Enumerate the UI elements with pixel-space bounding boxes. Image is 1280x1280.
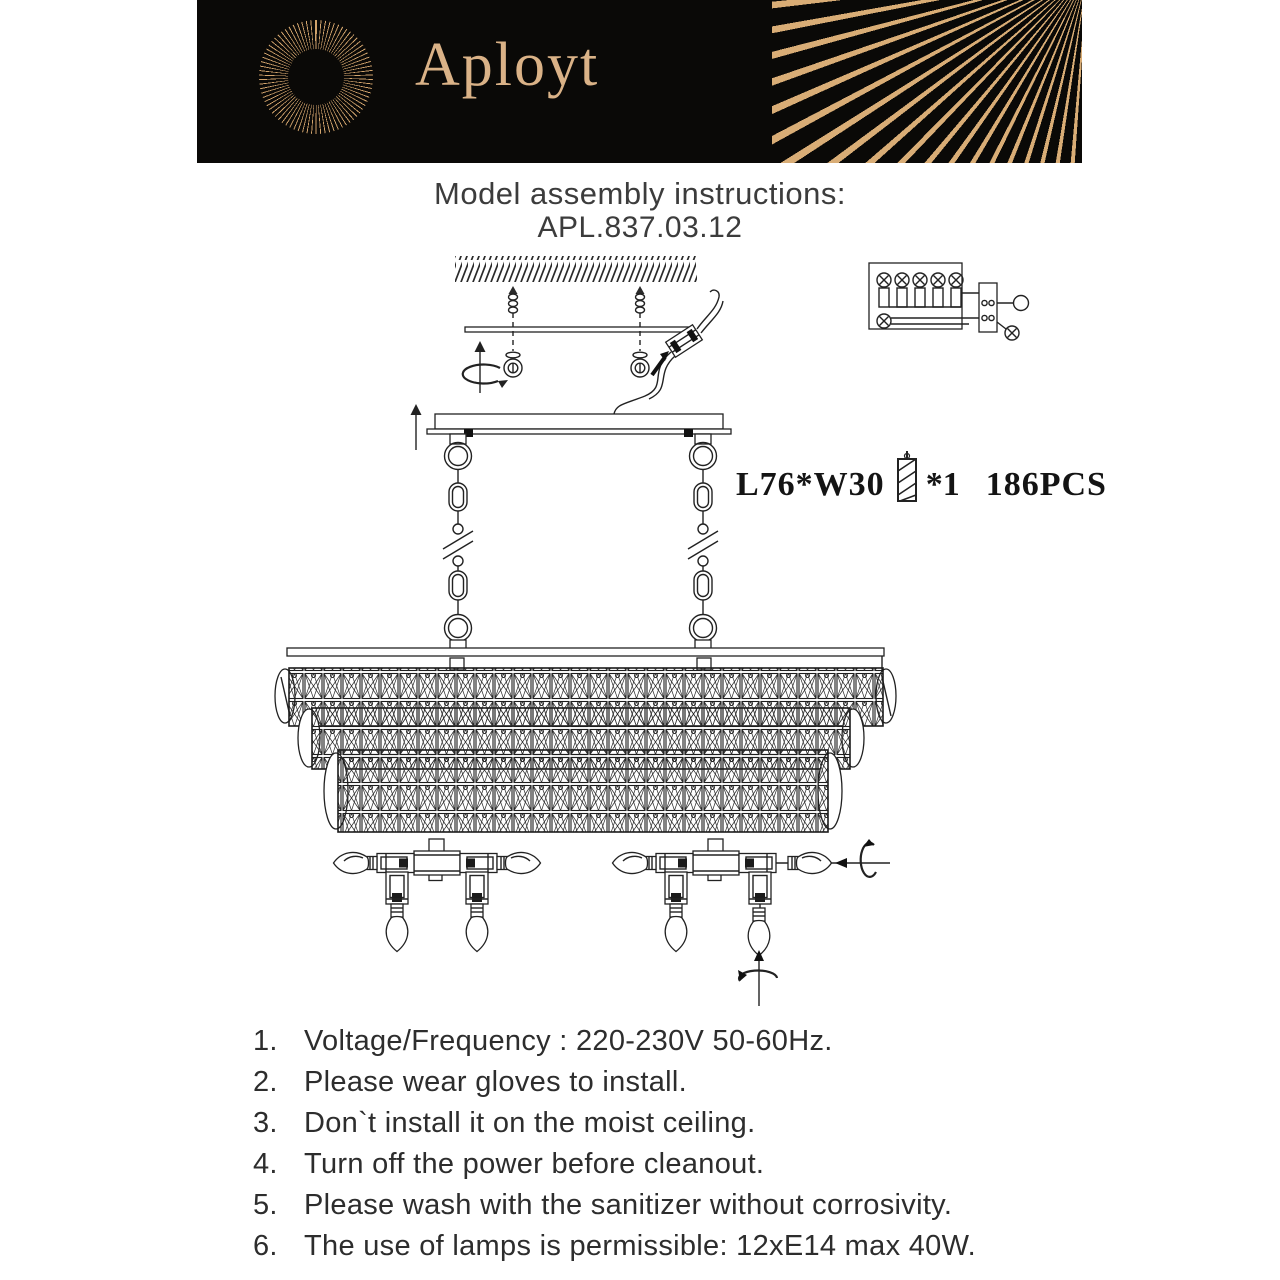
wiring-diagram [869, 263, 1029, 340]
chain-right [688, 443, 718, 650]
instruction-item [253, 1103, 976, 1144]
bulb-installation-diagram-left [334, 839, 541, 952]
crystal-quantity-label: *1 [925, 465, 960, 503]
instructions-list [253, 1021, 976, 1267]
brand-name: Aployt [415, 31, 600, 99]
instruction-text: Turn off the power before cleanout. [304, 1148, 765, 1180]
instruction-item [253, 1144, 976, 1185]
instruction-number: 6. [253, 1230, 278, 1262]
instruction-text: The use of lamps is permissible: 12xE14 max 40W. [304, 1230, 977, 1262]
model-number: APL.837.03.12 [537, 211, 743, 244]
instruction-item [253, 1185, 976, 1226]
instruction-item [253, 1021, 976, 1062]
spec-row [736, 457, 1107, 512]
instruction-text: Please wear gloves to install. [304, 1066, 687, 1098]
instruction-item [253, 1062, 976, 1103]
instruction-number: 4. [253, 1148, 278, 1180]
crystal-icon [894, 451, 920, 512]
instruction-text: Voltage/Frequency : 220-230V 50-60Hz. [304, 1025, 833, 1057]
instruction-item [253, 1226, 976, 1267]
bulb-installation-diagram-right [613, 839, 891, 1006]
instruction-number: 1. [253, 1025, 278, 1057]
instruction-number: 3. [253, 1107, 278, 1139]
dimensions-label: L76*W30 [736, 465, 885, 503]
instruction-number: 2. [253, 1066, 278, 1098]
instruction-text: Please wash with the sanitizer without corrosivity. [304, 1189, 953, 1221]
instruction-number: 5. [253, 1189, 278, 1221]
ceiling-mount-drawing [455, 256, 697, 393]
wire-connector-drawing [614, 290, 723, 414]
chandelier-drawing [275, 648, 896, 832]
page-title: Model assembly instructions: [434, 176, 846, 211]
pieces-label: 186PCS [985, 465, 1107, 503]
chain-left [443, 443, 473, 650]
instruction-text: Don`t install it on the moist ceiling. [304, 1107, 756, 1139]
